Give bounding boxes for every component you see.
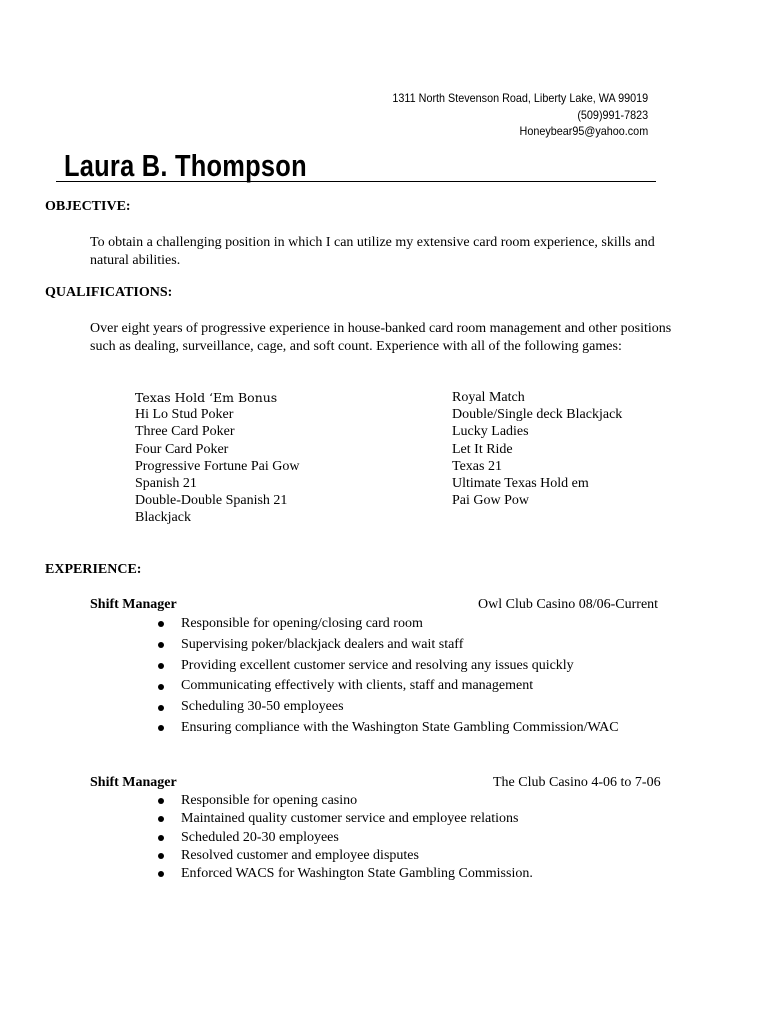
job-employer-dates: The Club Casino 4-06 to 7-06 — [493, 775, 661, 790]
list-item: Providing excellent customer service and resolving any issues quickly — [155, 656, 619, 677]
list-item: Responsible for opening/closing card room — [155, 614, 619, 635]
game-item: Three Card Poker — [135, 424, 235, 440]
list-item: Scheduled 20-30 employees — [155, 829, 533, 847]
list-item: Resolved customer and employee disputes — [155, 847, 533, 865]
list-item: Communicating effectively with clients, staff and management — [155, 676, 619, 697]
list-item: Maintained quality customer service and employee relations — [155, 810, 533, 828]
game-item: Pai Gow Pow — [452, 493, 530, 509]
objective-heading: OBJECTIVE: — [45, 199, 131, 214]
list-item: Scheduling 30-50 employees — [155, 697, 619, 718]
qualifications-text: Over eight years of progressive experience in house-banked card room management and other positions such as dealing, surveillance, cage, and soft count. Experience with all of the following games: — [90, 321, 672, 354]
resume-name: Laura B. Thompson — [64, 148, 307, 183]
games-list-left — [135, 389, 300, 527]
game-item: Four Card Poker — [135, 441, 229, 457]
game-item: Lucky Ladies — [452, 424, 529, 440]
contact-info — [392, 90, 648, 140]
game-item: Spanish 21 — [135, 476, 197, 492]
game-item: Texas Hold ‘Em Bonus — [135, 390, 278, 405]
games-list-right — [452, 389, 622, 509]
qualifications-heading: QUALIFICATIONS: — [45, 285, 173, 300]
game-item: Ultimate Texas Hold em — [452, 476, 589, 492]
game-item: Progressive Fortune Pai Gow — [135, 458, 300, 474]
contact-address: 1311 North Stevenson Road, Liberty Lake, WA 99019 — [392, 91, 648, 105]
game-item: Hi Lo Stud Poker — [135, 407, 234, 423]
experience-heading: EXPERIENCE: — [45, 562, 142, 577]
game-item: Double/Single deck Blackjack — [452, 407, 623, 423]
list-item: Ensuring compliance with the Washington State Gambling Commission/WAC — [155, 718, 619, 739]
job-title: Shift Manager — [90, 597, 177, 612]
job-duties-list — [155, 792, 533, 883]
game-item: Texas 21 — [452, 458, 502, 474]
game-item: Blackjack — [135, 510, 191, 526]
list-item: Supervising poker/blackjack dealers and wait staff — [155, 635, 619, 656]
objective-text: To obtain a challenging position in which I can utilize my extensive card room experience, skills and natural abilities. — [90, 235, 655, 268]
job-title: Shift Manager — [90, 775, 177, 790]
name-underline-divider — [56, 181, 656, 182]
contact-email: Honeybear95@yahoo.com — [519, 124, 648, 138]
job-duties-list — [155, 614, 619, 739]
list-item: Responsible for opening casino — [155, 792, 533, 810]
game-item: Double-Double Spanish 21 — [135, 493, 288, 509]
game-item: Let It Ride — [452, 441, 513, 457]
job-employer-dates: Owl Club Casino 08/06-Current — [478, 597, 659, 612]
list-item: Enforced WACS for Washington State Gambling Commission. — [155, 865, 533, 883]
game-item: Royal Match — [452, 390, 525, 405]
contact-phone: (509)991-7823 — [577, 107, 648, 122]
